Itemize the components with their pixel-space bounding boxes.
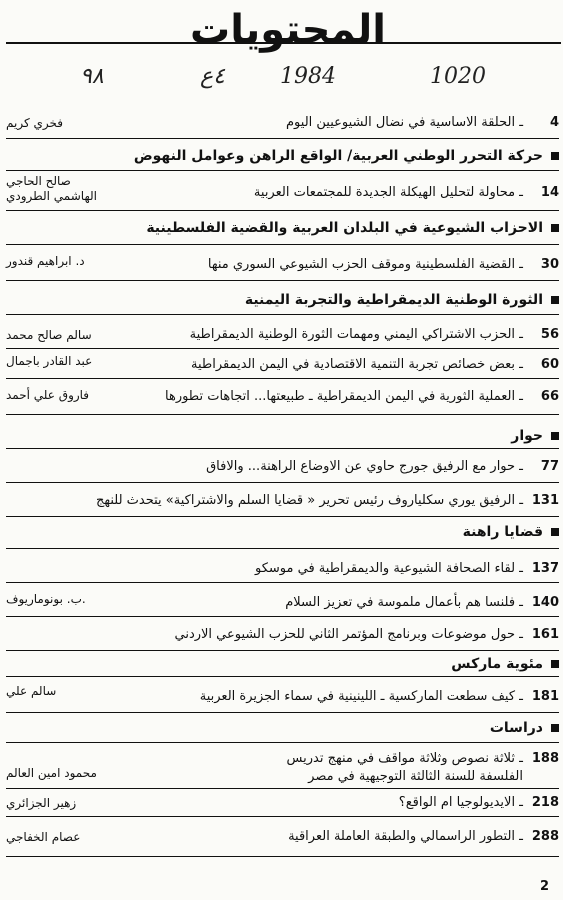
entry-title: ـ فلنسا هم بأعمال ملموسة في تعزيز السلام	[285, 595, 523, 610]
handwritten-note-3: 1984	[280, 64, 336, 89]
entry-title: ـ محاولة لتحليل الهيكلة الجديدة للمجتمعات العربية	[253, 185, 523, 200]
entry-page-number: 60	[540, 357, 559, 372]
square-bullet-icon	[551, 296, 559, 304]
handwritten-note-2: ٤ع	[200, 64, 225, 89]
section-heading	[6, 426, 559, 446]
entry-page-number: 188	[531, 751, 559, 766]
divider	[6, 516, 559, 517]
entry-title: ـ بعض خصائص تجربة التنمية الاقتصادية في اليمن الديمقراطية	[191, 357, 523, 372]
divider	[6, 742, 559, 743]
entry-title: ـ كيف سطعت الماركسية ـ اللينينية في سماء الجزيرة العربية	[199, 689, 523, 704]
divider	[6, 582, 559, 583]
entry-title: ـ حوار مع الرفيق جورج حاوي عن الاوضاع الراهنة... والافاق	[206, 459, 523, 474]
handwritten-note-1: ٩٨	[80, 64, 104, 89]
divider	[6, 856, 559, 857]
entry-page-number: 30	[540, 257, 559, 272]
divider	[6, 138, 559, 139]
toc-entry[interactable]	[6, 750, 559, 786]
divider	[6, 244, 559, 245]
handwritten-notes	[80, 64, 520, 96]
entry-author: عصام الخفاجي	[6, 830, 81, 844]
divider	[6, 280, 559, 281]
square-bullet-icon	[551, 724, 559, 732]
divider	[6, 712, 559, 713]
section-heading	[6, 654, 559, 674]
divider	[6, 170, 559, 171]
divider	[6, 448, 559, 449]
divider	[6, 378, 559, 379]
entry-page-number: 161	[531, 627, 559, 642]
divider	[6, 348, 559, 349]
entry-title: ـ العملية الثورية في اليمن الديمقراطية ـ طبيعتها... اتجاهات تطورها	[165, 389, 523, 404]
entry-page-number: 14	[540, 185, 559, 200]
entry-page-number: 66	[540, 389, 559, 404]
entry-page-number: 288	[531, 829, 559, 844]
divider	[6, 548, 559, 549]
divider	[6, 210, 559, 211]
entry-title: ـ القضية الفلسطينية وموقف الحزب الشيوعي السوري منها	[207, 257, 523, 272]
entry-author: صالح الحاجي الهاشمي الطرودي	[6, 174, 97, 203]
entry-title: ـ حول موضوعات وبرنامج المؤتمر الثاني للحزب الشيوعي الاردني	[174, 627, 523, 642]
page-number: 2	[539, 879, 549, 894]
page-title: المحتويات	[190, 7, 387, 53]
divider	[6, 314, 559, 315]
divider	[6, 816, 559, 817]
entry-title: ـ الحلقة الاساسية في نضال الشيوعيين اليوم	[286, 115, 523, 130]
entry-title: ـ التطور الراسمالي والطبقة العاملة العراقية	[288, 829, 523, 844]
square-bullet-icon	[551, 660, 559, 668]
entry-title: ـ الرفيق يوري سكلياروف رئيس تحرير « قضايا السلم والاشتراكية» يتحدث للنهج	[95, 493, 523, 508]
divider	[6, 414, 559, 415]
divider	[6, 616, 559, 617]
entry-author: سالم علي	[6, 684, 57, 698]
entry-author: زهير الجزائري	[6, 796, 77, 810]
entry-page-number: 56	[540, 327, 559, 342]
entry-page-number: 218	[531, 795, 559, 810]
square-bullet-icon	[551, 152, 559, 160]
section-title: حركة التحرر الوطني العربية/ الواقع الراهن وعوامل النهوض	[133, 148, 543, 164]
divider	[6, 482, 559, 483]
section-heading	[6, 522, 559, 542]
section-title: الاحزاب الشيوعية في البلدان العربية والقضية الفلسطينية	[146, 220, 543, 236]
square-bullet-icon	[551, 224, 559, 232]
entry-page-number: 137	[531, 561, 559, 576]
entry-author: فاروق علي أحمد	[6, 388, 90, 402]
section-heading	[6, 290, 559, 310]
entry-page-number: 181	[531, 689, 559, 704]
divider	[6, 676, 559, 677]
section-title: قضايا راهنة	[462, 524, 543, 540]
title-rule	[6, 42, 561, 44]
entry-page-number: 140	[531, 595, 559, 610]
section-heading	[6, 146, 559, 166]
section-title: مئوية ماركس	[451, 656, 543, 672]
entry-title: ـ ثلاثة نصوص وثلاثة مواقف في منهج تدريس الفلسفة للسنة الثالثة التوجيهية في مصر	[286, 751, 523, 784]
section-title: الثورة الوطنية الديمقراطية والتجربة اليمنية	[244, 292, 543, 308]
entry-title: ـ لقاء الصحافة الشيوعية والديمقراطية في موسكو	[255, 561, 523, 576]
entry-author: سالم صالح محمد	[6, 328, 92, 342]
entry-page-number: 4	[549, 115, 559, 130]
entry-title: ـ الحزب الاشتراكي اليمني ومهمات الثورة الوطنية الديمقراطية	[189, 327, 523, 342]
entry-author: محمود امين العالم	[6, 766, 97, 780]
section-heading	[6, 718, 559, 738]
entry-page-number: 131	[531, 493, 559, 508]
entry-author: فخري كريم	[6, 116, 63, 130]
divider	[6, 788, 559, 789]
square-bullet-icon	[551, 432, 559, 440]
entry-author: د. ابراهيم قندور	[6, 254, 85, 268]
entry-page-number: 77	[540, 459, 559, 474]
entry-author: .ب. بونوماريوف	[6, 592, 86, 606]
entry-author: عبد القادر باجمال	[6, 354, 93, 368]
entry-title: ـ الايديولوجيا ام الواقع؟	[398, 795, 523, 810]
section-title: حوار	[511, 428, 543, 444]
square-bullet-icon	[551, 528, 559, 536]
section-title: دراسات	[489, 720, 543, 736]
section-heading	[6, 218, 559, 238]
handwritten-note-4: 1020	[430, 64, 486, 89]
divider	[6, 650, 559, 651]
